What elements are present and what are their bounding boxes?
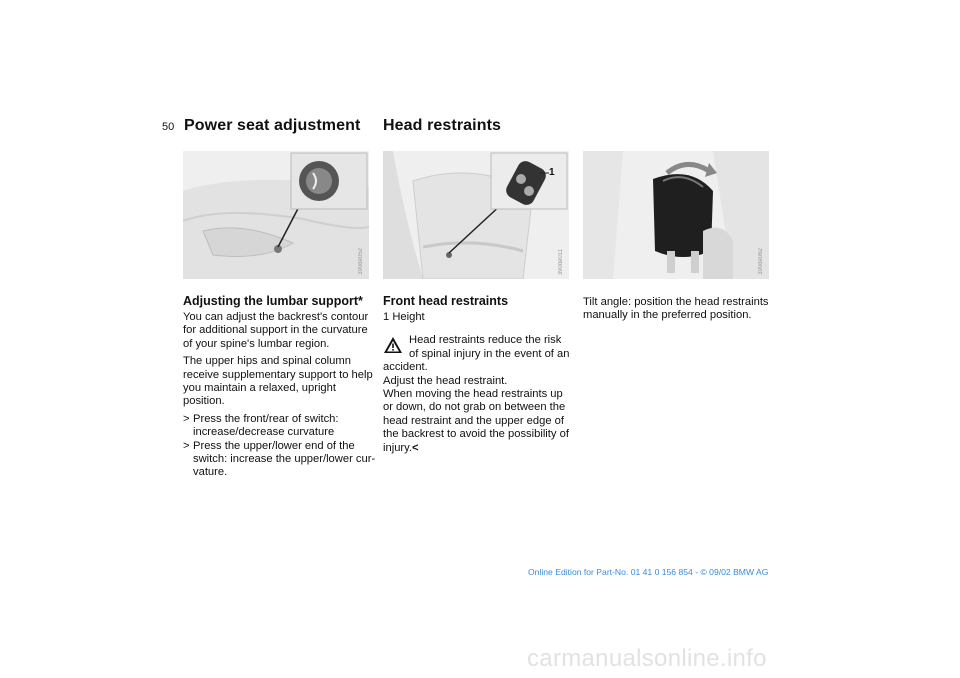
bullet-text: Press the front/rear of switch: increase/decrease curvature <box>193 412 339 439</box>
end-mark: < <box>412 441 419 454</box>
adjust-line: Adjust the head restraint. <box>383 374 508 387</box>
lumbar-para-1: You can adjust the backrest's contour for additional support in the curvature of your spine's lumbar region. <box>183 311 369 350</box>
footer-edition-text: Online Edition for Part-No. 01 41 0 156 854 - © 09/02 BMW AG <box>528 567 769 577</box>
section-title-head-restraints: Head restraints <box>383 117 501 134</box>
bullet-marker: > <box>183 412 190 425</box>
lumbar-switch-figure <box>183 151 369 279</box>
lumbar-para-2: The upper hips and spinal column receive supplementary support to help you maintain a relaxed, upright position. <box>183 355 373 408</box>
list-item <box>183 440 377 480</box>
lumbar-text <box>183 311 377 480</box>
figure-code: 390de052 <box>358 248 364 275</box>
bullet-text: Press the upper/lower end of the switch: increase the upper/lower cur-vature. <box>193 439 376 479</box>
warning-text: Head restraints reduce the risk of spinal injury in the event of an <box>409 334 570 360</box>
warning-block <box>383 334 573 361</box>
warning-text-continued: accident. <box>383 361 428 374</box>
front-head-heading: Front head restraints <box>383 294 509 308</box>
lumbar-heading: Adjusting the lumbar support* <box>183 294 363 308</box>
section-title-power-seat: Power seat adjustment <box>184 117 361 134</box>
figure-code: 390de011 <box>558 248 564 275</box>
callout-number: 1 <box>549 167 555 178</box>
tilt-text: Tilt angle: position the head restraints manually in the preferred position. <box>583 296 769 322</box>
lumbar-bullet-list <box>183 413 377 480</box>
front-head-text <box>383 311 573 455</box>
caution-text: When moving the head restraints up or down, do not grab on between the head restraint and the upper edge of the backrest to avoid the possibility of injury. <box>383 388 569 454</box>
head-restraint-tilt-figure <box>583 151 769 279</box>
watermark-text: carmanualsonline.info <box>527 645 767 672</box>
bullet-marker: > <box>183 439 190 452</box>
caution-paragraph <box>383 388 573 455</box>
item-height: 1 Height <box>383 311 425 323</box>
head-restraint-switch-figure <box>383 151 569 279</box>
page-number: 50 <box>162 121 175 133</box>
warning-icon <box>383 336 403 354</box>
list-item <box>183 413 377 440</box>
figure-code: 390de062 <box>758 248 764 275</box>
